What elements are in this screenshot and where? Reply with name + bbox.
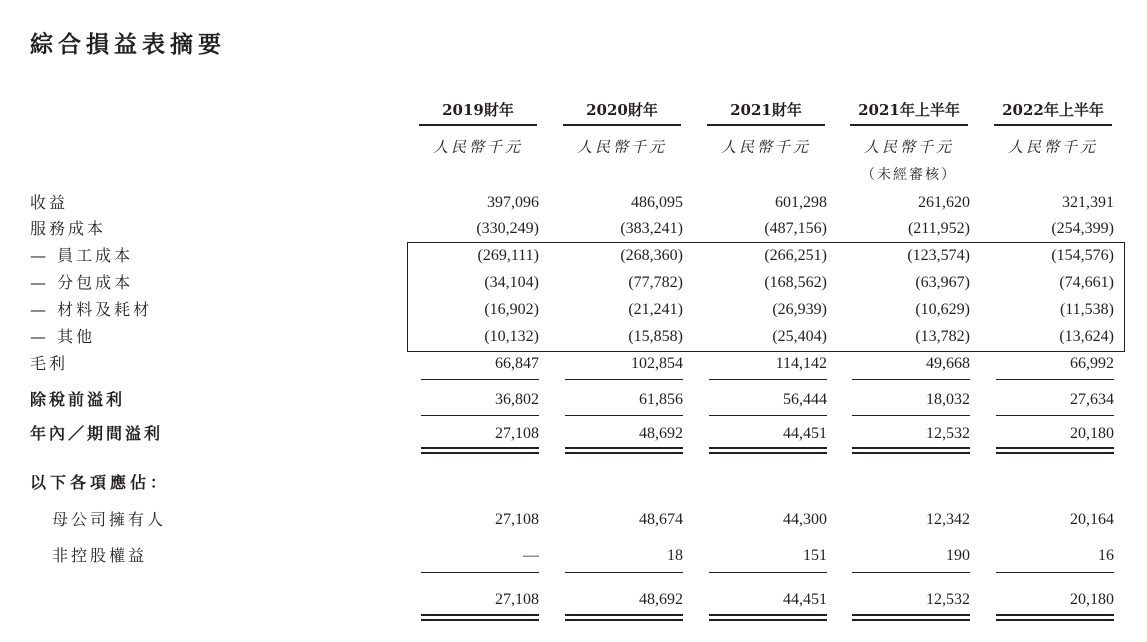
row-label: 服務成本 bbox=[30, 216, 385, 242]
double-underline-rule bbox=[996, 614, 1114, 621]
underline-rule bbox=[421, 572, 539, 573]
cell-value: 48,674 bbox=[639, 511, 683, 528]
cell-value: (74,661) bbox=[1059, 274, 1114, 291]
column-header-2020 bbox=[563, 98, 681, 158]
cell-value: 12,342 bbox=[926, 511, 970, 528]
header-rule bbox=[850, 124, 968, 126]
cell-value: 114,142 bbox=[775, 355, 827, 372]
cell-value: (383,241) bbox=[620, 220, 683, 237]
cell-value: 18,032 bbox=[926, 391, 970, 408]
cell-value: (25,404) bbox=[772, 328, 827, 345]
row-label: 除稅前溢利 bbox=[30, 387, 385, 413]
cell-value: (123,574) bbox=[907, 247, 970, 264]
table-row bbox=[0, 190, 1147, 216]
underline-rule bbox=[996, 572, 1114, 573]
cell-value: 190 bbox=[946, 547, 970, 564]
cell-value: 486,095 bbox=[631, 194, 683, 211]
cell-value: (487,156) bbox=[764, 220, 827, 237]
cell-value: 48,692 bbox=[639, 591, 683, 608]
cell-value: (15,858) bbox=[628, 328, 683, 345]
row-label: 母公司擁有人 bbox=[52, 507, 385, 533]
column-year: 2019財年 bbox=[442, 101, 514, 119]
underline-rule bbox=[996, 415, 1114, 416]
double-underline-rule bbox=[565, 614, 683, 621]
row-label: — 員工成本 bbox=[30, 243, 385, 269]
cell-value: 61,856 bbox=[639, 391, 683, 408]
table-row bbox=[0, 387, 1147, 413]
cell-value: 48,692 bbox=[639, 425, 683, 442]
cell-value: (154,576) bbox=[1051, 247, 1114, 264]
cell-value: (10,132) bbox=[484, 328, 539, 345]
table-row bbox=[0, 297, 1147, 323]
column-year: 2022年上半年 bbox=[1002, 101, 1104, 119]
underline-rule bbox=[565, 572, 683, 573]
header-rule bbox=[994, 124, 1112, 126]
cell-value: 49,668 bbox=[926, 355, 970, 372]
underline-rule bbox=[421, 379, 539, 380]
underline-rule bbox=[996, 379, 1114, 380]
cell-value: (330,249) bbox=[476, 220, 539, 237]
column-unit: 人民幣千元 bbox=[1007, 138, 1098, 156]
cell-value: — bbox=[523, 547, 539, 564]
column-year: 2020財年 bbox=[586, 101, 658, 119]
cell-value: 20,180 bbox=[1070, 425, 1114, 442]
page-title: 綜合損益表摘要 bbox=[30, 31, 226, 58]
cell-value: 66,992 bbox=[1070, 355, 1114, 372]
double-underline-rule bbox=[709, 447, 827, 454]
double-underline-rule bbox=[996, 447, 1114, 454]
double-underline-rule bbox=[565, 447, 683, 454]
cell-value: (254,399) bbox=[1051, 220, 1114, 237]
underline-rule bbox=[421, 415, 539, 416]
double-underline-rule bbox=[421, 447, 539, 454]
row-label: 毛利 bbox=[30, 351, 385, 377]
cell-value: 102,854 bbox=[631, 355, 683, 372]
cell-value: 397,096 bbox=[487, 194, 539, 211]
column-year: 2021財年 bbox=[730, 101, 802, 119]
total-row bbox=[0, 587, 1147, 613]
row-label: — 分包成本 bbox=[30, 270, 385, 296]
column-header-2021 bbox=[707, 98, 825, 158]
cell-value: (77,782) bbox=[628, 274, 683, 291]
section-heading: 以下各項應佔： bbox=[30, 473, 171, 492]
underline-rule bbox=[852, 572, 970, 573]
cell-value: 56,444 bbox=[783, 391, 827, 408]
column-header-2019 bbox=[419, 98, 537, 158]
cell-value: 27,108 bbox=[495, 511, 539, 528]
double-underline-rule bbox=[709, 614, 827, 621]
underline-rule bbox=[565, 415, 683, 416]
cell-value: 20,180 bbox=[1070, 591, 1114, 608]
cell-value: 20,164 bbox=[1070, 511, 1114, 528]
cell-value: 27,108 bbox=[495, 425, 539, 442]
table-row bbox=[0, 216, 1147, 242]
cell-value: (11,538) bbox=[1059, 301, 1114, 318]
underline-rule bbox=[852, 415, 970, 416]
row-label: 年內／期間溢利 bbox=[30, 421, 385, 447]
column-header-2021h1 bbox=[850, 98, 968, 185]
double-underline-rule bbox=[852, 447, 970, 454]
table-row bbox=[0, 270, 1147, 296]
row-label: — 材料及耗材 bbox=[30, 297, 385, 323]
cell-value: 151 bbox=[803, 547, 827, 564]
cell-value: (21,241) bbox=[628, 301, 683, 318]
double-underline-rule bbox=[421, 614, 539, 621]
underline-rule bbox=[709, 572, 827, 573]
underline-rule bbox=[709, 379, 827, 380]
table-row bbox=[0, 243, 1147, 269]
column-unit: 人民幣千元 bbox=[863, 138, 954, 156]
cell-value: (26,939) bbox=[772, 301, 827, 318]
cell-value: (34,104) bbox=[484, 274, 539, 291]
cell-value: (211,952) bbox=[907, 220, 970, 237]
row-label: — 其他 bbox=[30, 324, 385, 350]
underline-rule bbox=[565, 379, 683, 380]
double-underline-rule bbox=[852, 614, 970, 621]
cell-value: 27,108 bbox=[495, 591, 539, 608]
row-label: 收益 bbox=[30, 190, 385, 216]
table-row bbox=[0, 351, 1147, 377]
cell-value: (168,562) bbox=[764, 274, 827, 291]
column-unit: 人民幣千元 bbox=[720, 138, 811, 156]
header-rule bbox=[563, 124, 681, 126]
cell-value: 44,451 bbox=[783, 591, 827, 608]
cell-value: (266,251) bbox=[764, 247, 827, 264]
column-year: 2021年上半年 bbox=[858, 101, 960, 119]
cell-value: 18 bbox=[667, 547, 683, 564]
cell-value: 27,634 bbox=[1070, 391, 1114, 408]
row-label: 非控股權益 bbox=[52, 543, 385, 569]
table-row bbox=[0, 543, 1147, 569]
cell-value: 44,451 bbox=[783, 425, 827, 442]
column-header-2022h1 bbox=[994, 98, 1112, 158]
cell-value: (16,902) bbox=[484, 301, 539, 318]
cell-value: (13,782) bbox=[915, 328, 970, 345]
cell-value: (13,624) bbox=[1059, 328, 1114, 345]
column-unit: 人民幣千元 bbox=[576, 138, 667, 156]
cell-value: 321,391 bbox=[1062, 194, 1114, 211]
column-unit: 人民幣千元 bbox=[432, 138, 523, 156]
cell-value: 12,532 bbox=[926, 591, 970, 608]
cell-value: (10,629) bbox=[915, 301, 970, 318]
cell-value: (63,967) bbox=[915, 274, 970, 291]
cell-value: 601,298 bbox=[775, 194, 827, 211]
header-rule bbox=[707, 124, 825, 126]
table-row bbox=[0, 421, 1147, 447]
cell-value: 261,620 bbox=[918, 194, 970, 211]
underline-rule bbox=[709, 415, 827, 416]
column-note: （未經審核） bbox=[861, 167, 957, 183]
underline-rule bbox=[852, 379, 970, 380]
header-rule bbox=[419, 124, 537, 126]
cell-value: (268,360) bbox=[620, 247, 683, 264]
cell-value: 16 bbox=[1098, 547, 1114, 564]
table-row bbox=[0, 507, 1147, 533]
cell-value: 12,532 bbox=[926, 425, 970, 442]
cell-value: 66,847 bbox=[495, 355, 539, 372]
cell-value: 36,802 bbox=[495, 391, 539, 408]
cell-value: 44,300 bbox=[783, 511, 827, 528]
table-row bbox=[0, 324, 1147, 350]
cell-value: (269,111) bbox=[477, 247, 539, 264]
